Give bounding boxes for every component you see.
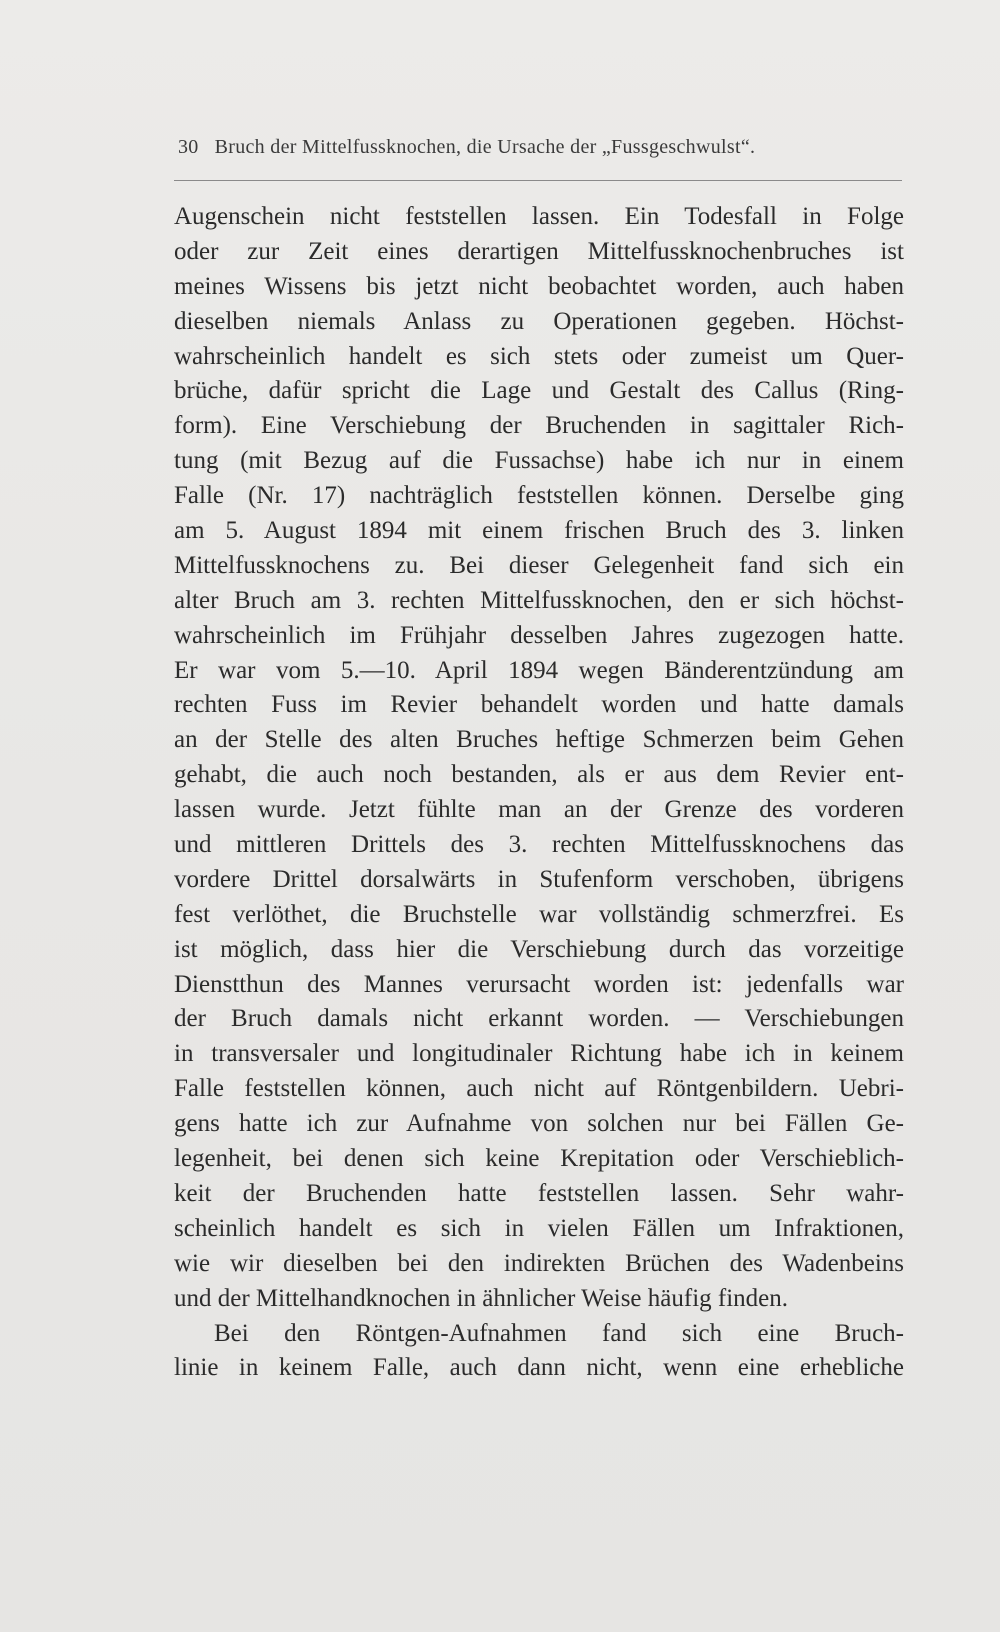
- text-line: wahrscheinlich handelt es sich stets oder zumeist um Quer-: [174, 342, 904, 370]
- text-line: legenheit, bei denen sich keine Krepitation oder Verschieblich-: [174, 1145, 904, 1173]
- text-line: rechten Fuss im Revier behandelt worden und hatte damals: [174, 691, 904, 719]
- body-text: [174, 200, 904, 1386]
- text-line: vordere Drittel dorsalwärts in Stufenform verschoben, übrigens: [174, 865, 904, 893]
- text-line: form). Eine Verschiebung der Bruchenden in sagittaler Rich-: [174, 412, 904, 440]
- text-line: am 5. August 1894 mit einem frischen Bruch des 3. linken: [174, 517, 904, 545]
- text-line: an der Stelle des alten Bruches heftige Schmerzen beim Gehen: [174, 726, 904, 754]
- text-line: linie in keinem Falle, auch dann nicht, wenn eine erhebliche: [174, 1354, 904, 1382]
- text-line: Mittelfussknochens zu. Bei dieser Gelegenheit fand sich ein: [174, 551, 904, 579]
- text-line: der Bruch damals nicht erkannt worden. — Verschiebungen: [174, 1005, 904, 1033]
- text-line: fest verlöthet, die Bruchstelle war vollständig schmerzfrei. Es: [174, 900, 904, 928]
- text-line: gens hatte ich zur Aufnahme von solchen nur bei Fällen Ge-: [174, 1110, 904, 1138]
- text-line: meines Wissens bis jetzt nicht beobachtet worden, auch haben: [174, 272, 904, 300]
- text-line: alter Bruch am 3. rechten Mittelfussknochen, den er sich höchst-: [174, 586, 904, 614]
- text-line: in transversaler und longitudinaler Richtung habe ich in keinem: [174, 1040, 904, 1068]
- text-line: und mittleren Drittels des 3. rechten Mittelfussknochens das: [174, 831, 904, 859]
- text-line: Er war vom 5.—10. April 1894 wegen Bänderentzündung am: [174, 656, 904, 684]
- text-line: keit der Bruchenden hatte feststellen lassen. Sehr wahr-: [174, 1179, 904, 1207]
- text-line: dieselben niemals Anlass zu Operationen gegeben. Höchst-: [174, 307, 904, 335]
- running-title: Bruch der Mittelfussknochen, die Ursache der „Fussgeschwulst“.: [214, 136, 756, 158]
- text-line: Bei den Röntgen-Aufnahmen fand sich eine Bruch-: [214, 1319, 904, 1347]
- text-line: wahrscheinlich im Frühjahr desselben Jahres zugezogen hatte.: [174, 621, 904, 649]
- text-line: wie wir dieselben bei den indirekten Brüchen des Wadenbeins: [174, 1249, 904, 1277]
- header-rule: [174, 180, 902, 181]
- text-line: scheinlich handelt es sich in vielen Fällen um Infraktionen,: [174, 1214, 904, 1242]
- text-line: Dienstthun des Mannes verursacht worden ist: jedenfalls war: [174, 970, 904, 998]
- text-line: gehabt, die auch noch bestanden, als er aus dem Revier ent-: [174, 761, 904, 789]
- text-line: Falle (Nr. 17) nachträglich feststellen können. Derselbe ging: [174, 482, 904, 510]
- text-line: ist möglich, dass hier die Verschiebung durch das vorzeitige: [174, 935, 904, 963]
- text-line: lassen wurde. Jetzt fühlte man an der Grenze des vorderen: [174, 796, 904, 824]
- text-line: tung (mit Bezug auf die Fussachse) habe ich nur in einem: [174, 447, 904, 475]
- text-line: und der Mittelhandknochen in ähnlicher Weise häufig finden.: [174, 1284, 789, 1312]
- running-header: [178, 136, 900, 159]
- page-number: 30: [178, 136, 199, 158]
- text-line: oder zur Zeit eines derartigen Mittelfussknochenbruches ist: [174, 237, 904, 265]
- text-line: brüche, dafür spricht die Lage und Gestalt des Callus (Ring-: [174, 377, 904, 405]
- text-line: Falle feststellen können, auch nicht auf Röntgenbildern. Uebri-: [174, 1075, 904, 1103]
- text-line: Augenschein nicht feststellen lassen. Ein Todesfall in Folge: [174, 203, 904, 230]
